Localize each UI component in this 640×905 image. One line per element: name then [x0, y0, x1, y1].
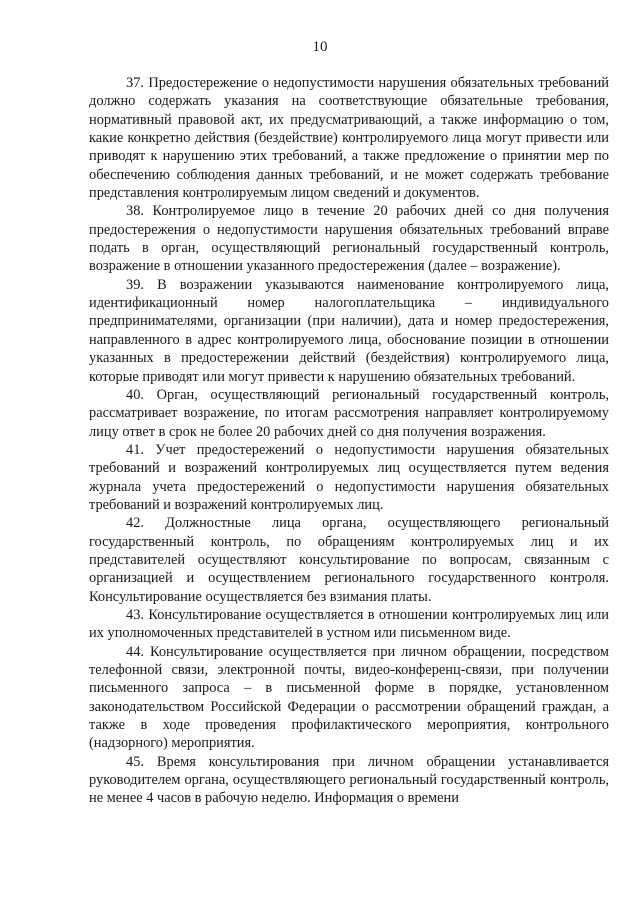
paragraph-39: 39. В возражении указываются наименование контролируемого лица, идентификационный номер налогоплательщика – индивидуального предпринимателями, организации (при наличии), дата и номер предостережения, направленного в адрес контролируемого лица, обоснование позиции в отношении указанных в предостережении действий (бездействия) контролируемого лица, которые приводят или могут привести к нарушению обязательных требований. [89, 276, 609, 385]
document-body [89, 74, 609, 808]
paragraph-44: 44. Консультирование осуществляется при личном обращении, посредством телефонной связи, электронной почты, видео-конференц-связи, при получении письменного запроса – в письменной форме в порядке, установленном законодательством Российской Федерации о рассмотрении обращений граждан, а также в ходе проведения профилактического мероприятия, контрольного (надзорного) мероприятия. [89, 643, 609, 752]
paragraph-43: 43. Консультирование осуществляется в отношении контролируемых лиц или их уполномоченных представителей в устном или письменном виде. [89, 606, 609, 642]
page-number: 10 [312, 39, 328, 55]
paragraph-40: 40. Орган, осуществляющий региональный государственный контроль, рассматривает возражение, по итогам рассмотрения направляет контролируемому лицу ответ в срок не более 20 рабочих дней со дня получения возражения. [89, 386, 609, 440]
paragraph-42: 42. Должностные лица органа, осуществляющего региональный государственный контроль, по обращениям контролируемых лиц и их представителей осуществляют консультирование по вопросам, связанным с организацией и осуществлением регионального государственного контроля. Консультирование осуществляется без взимания платы. [89, 515, 609, 605]
paragraph-38: 38. Контролируемое лицо в течение 20 рабочих дней со дня получения предостережения о недопустимости нарушения обязательных требований вправе подать в орган, осуществляющий региональный государственный контроль, возражение в отношении указанного предостережения (далее – возражение). [89, 203, 609, 275]
paragraph-37: 37. Предостережение о недопустимости нарушения обязательных требований должно содержать указания на соответствующие обязательные требования, нормативный правовой акт, их предусматривающий, а также информацию о том, какие конкретно действия (бездействие) контролируемого лица могут привести или приводят к нарушению этих требований, а также предложение о принятии мер по обеспечению соблюдения данных требований, и не может содержать требование представления контролируемым лицом сведений и документов. [89, 75, 609, 202]
paragraph-41: 41. Учет предостережений о недопустимости нарушения обязательных требований и возражений контролируемых лиц осуществляется путем ведения журнала учета предостережений о недопустимости нарушения обязательных требований и возражений контролируемых лиц. [89, 441, 609, 513]
paragraph-45: 45. Время консультирования при личном обращении устанавливается руководителем органа, осуществляющего региональный государственный контроль, не менее 4 часов в рабочую неделю. Информация о времени [89, 753, 609, 807]
